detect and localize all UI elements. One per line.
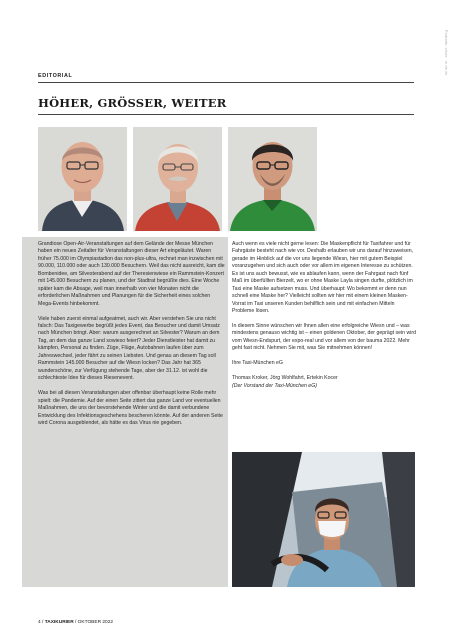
footer-separator: / (42, 620, 44, 625)
paragraph: Auch wenn es viele nicht gerne lesen: Die Maskenpflicht für Taxifahrer und für Fahrgäste besteht nach wie vor. Deshalb erlauben wir uns darauf hinzuweisen, gerade im Hinblick auf die vor uns liegende Wiesn, hier mit gutem Beispiel voranzugehen und sich auch oder vor allem im eigenen Interesse zu schützen. Es ist uns auch bewusst, wie es ablaufen kann, wenn der Fahrgast nach fünf Maß im überfüllten Bierzelt, wo er ohne Maske Layla singen durfte, plötzlich im Taxi eine Maske aufsetzen muss. Und überhaupt: Wo bekommt er denn nun schnell eine Maske her? Vielleicht sollten wir hier mit einem kleinen Masken-Vorrat im Taxi unseren Kunden behilflich sein und mit einfachen Mitteln Probleme lösen. (232, 241, 414, 315)
portrait-photo-3 (228, 127, 317, 231)
paragraph: Was bei all diesen Veranstaltungen aber offenbar überhaupt keine Rolle mehr spielt: die Pandemie. Auf der einen Seite zittert das ganze Land vor eventuellen Maßnahmen, die uns der bevorstehende Winter und die damit verbundene Entwicklung des Infektionsgeschehens bescheren könnte. Auf der anderen Seite wird Corona ausgeblendet, als hätte es das Virus nie gegeben. (38, 390, 223, 426)
portrait-mustache-man-image (133, 127, 222, 231)
page-footer (38, 620, 113, 625)
portrait-green-shirt-man-image (228, 127, 317, 231)
paragraph: Viele haben zuerst einmal aufgeatmet, auch wir. Aber verstehen Sie uns nicht falsch: Das Taxigewerbe begrüßt jedes Event, das Besucher und damit Umsatz nach München bringt. Aber: warum ausgerechnet an Silvester? Warum an dem Tag, an dem das ganze Land sowieso feiert? Jeder Dienstleister hat damit zu kämpfen, Personal zu finden. Züge, Flüge, Autobahnen laufen über zum Jahreswechsel, jeder fährt zu seinen Liebsten. Und genau an diesem Tag soll Rammstein 145.000 Besucher auf die Wiesn locken? Das Jahr hat 365 wunderschöne, zur Verfügung stehende Tage, aber der 31.12. ist wohl die schlechteste Idee für dieses Riesenevent. (38, 315, 220, 382)
page-title: HÖHER, GRÖSSER, WEITER (38, 96, 227, 110)
editorial-column-left (38, 241, 225, 435)
issue-date: / OKTOBER 2022 (75, 620, 114, 625)
photo-credit-vertical (440, 30, 448, 110)
paragraph: Grandiose Open-Air-Veranstaltungen auf dem Gelände der Messe München haben ein neues Zeitalter für Veranstaltungen dieser Art eingeläutet. Waren früher 75.000 im Olympiastadion das non-plus-ultra, rechnet man inzwischen mit 90.000, 110.000 oder auch 130.000 Besuchern. Weil das nicht ausreicht, kam die Bombenidee, am Silvesterabend auf der Theresienwiese ein Rammstein-Konzert mit 145.000 Besuchern zu planen, und der Stadtrat begrüßte dies. Eine Woche später kam die Absage, weil man innerhalb von vier Monaten nicht die erforderlichen Maßnahmen und Planungen für die Sicherheit eines solchen Mega-Events hinbekommt. (38, 241, 225, 307)
portrait-bald-man-image (38, 127, 127, 231)
editorial-column-right (232, 241, 416, 390)
board-note: (Der Vorstand der Taxi-München eG) (232, 382, 317, 389)
portrait-photo-1 (38, 127, 127, 231)
divider-bottom (38, 114, 414, 115)
magazine-name: TAXIKURIER (44, 620, 74, 625)
signoff: Ihre Taxi-München eG (232, 360, 283, 367)
divider-top (38, 82, 414, 83)
signatories: Thomas Kroker, Jörg Wohlfahrt, Ertekin Kocer (232, 375, 338, 382)
photo-credit-text: Portraits: oliver · m.de.ilo (444, 30, 448, 76)
page-number: 4 (38, 620, 41, 625)
taxi-driver-photo (232, 452, 415, 587)
section-label: EDITORIAL (38, 73, 73, 79)
portrait-photo-2 (133, 127, 222, 231)
masked-driver-image (232, 452, 415, 587)
paragraph: In diesem Sinne wünschen wir Ihnen allen eine erfolgreiche Wiesn und – was mindestens genauso wichtig ist – einen goldenen Oktober, der geprägt sein wird vom Wiesn-Endspurt, der expo-real und vor allem von der bauma 2022. Mehr geht fast nicht. Nehmen Sie mit, was Sie mitnehmen können! (232, 323, 416, 352)
